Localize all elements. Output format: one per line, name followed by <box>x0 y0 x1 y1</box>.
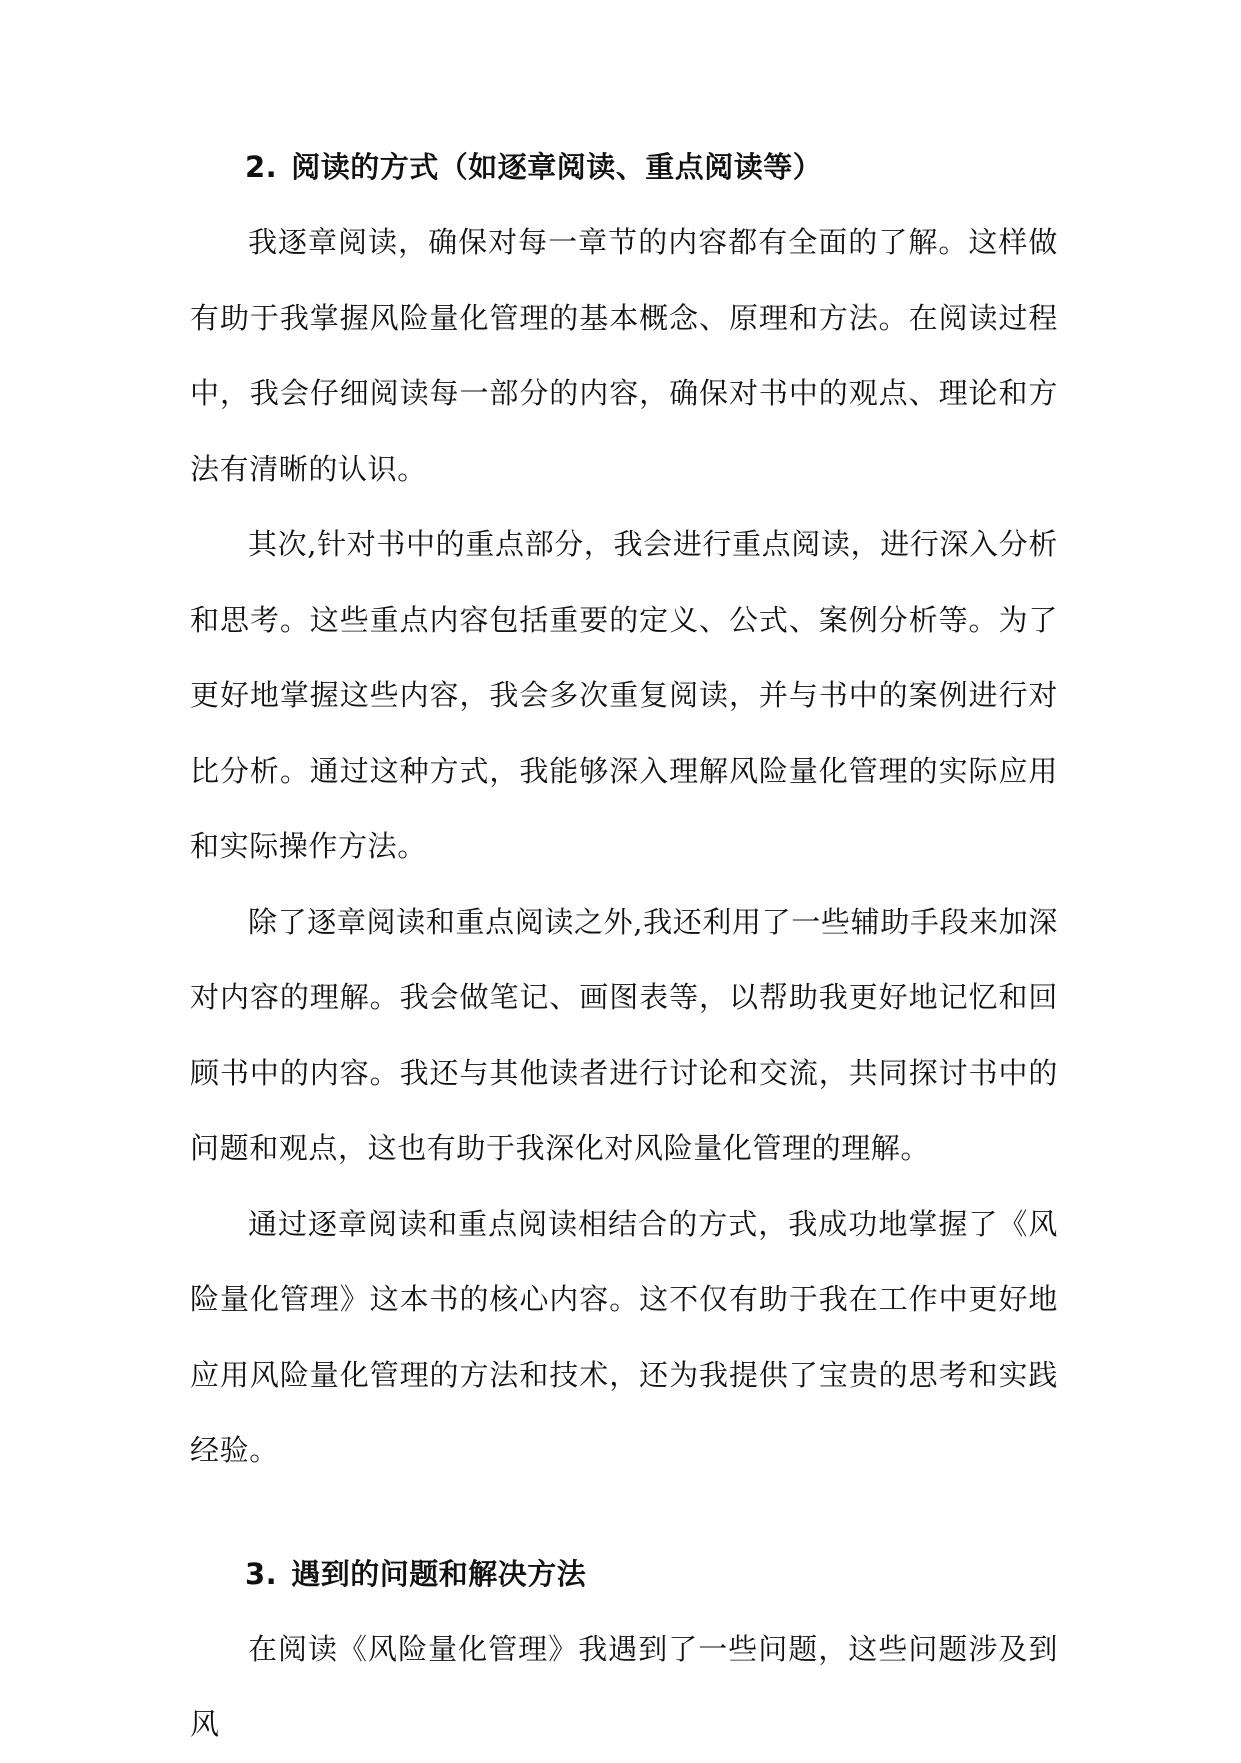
paragraph: 除了逐章阅读和重点阅读之外,我还利用了一些辅助手段来加深对内容的理解。我会做笔记、画图表等，以帮助我更好地记忆和回顾书中的内容。我还与其他读者进行讨论和交流，共同探讨书中的问题和观点，这也有助于我深化对风险量化管理的理解。 <box>190 904 1058 1165</box>
section-number: 3. <box>245 1556 278 1591</box>
paragraph: 在阅读《风险量化管理》我遇到了一些问题，这些问题涉及到风 <box>190 1631 1058 1741</box>
section-title: 阅读的方式（如逐章阅读、重点阅读等） <box>291 150 823 184</box>
section-heading <box>190 1537 1058 1612</box>
section-number: 2. <box>245 150 278 184</box>
section-heading <box>190 130 1058 205</box>
paragraph: 我逐章阅读，确保对每一章节的内容都有全面的了解。这样做有助于我掌握风险量化管理的基本概念、原理和方法。在阅读过程中，我会仔细阅读每一部分的内容，确保对书中的观点、理论和方法有清晰的认识。 <box>190 225 1058 486</box>
paragraph: 通过逐章阅读和重点阅读相结合的方式，我成功地掌握了《风险量化管理》这本书的核心内容。这不仅有助于我在工作中更好地应用风险量化管理的方法和技术，还为我提供了宝贵的思考和实践经验。 <box>190 1206 1058 1467</box>
section-spacer <box>190 1489 1058 1537</box>
section-title: 遇到的问题和解决方法 <box>291 1556 587 1591</box>
document-body <box>190 130 1058 1763</box>
paragraph: 其次,针对书中的重点部分，我会进行重点阅读，进行深入分析和思考。这些重点内容包括重要的定义、公式、案例分析等。为了更好地掌握这些内容，我会多次重复阅读，并与书中的案例进行对比分析。通过这种方式，我能够深入理解风险量化管理的实际应用和实际操作方法。 <box>190 527 1058 863</box>
